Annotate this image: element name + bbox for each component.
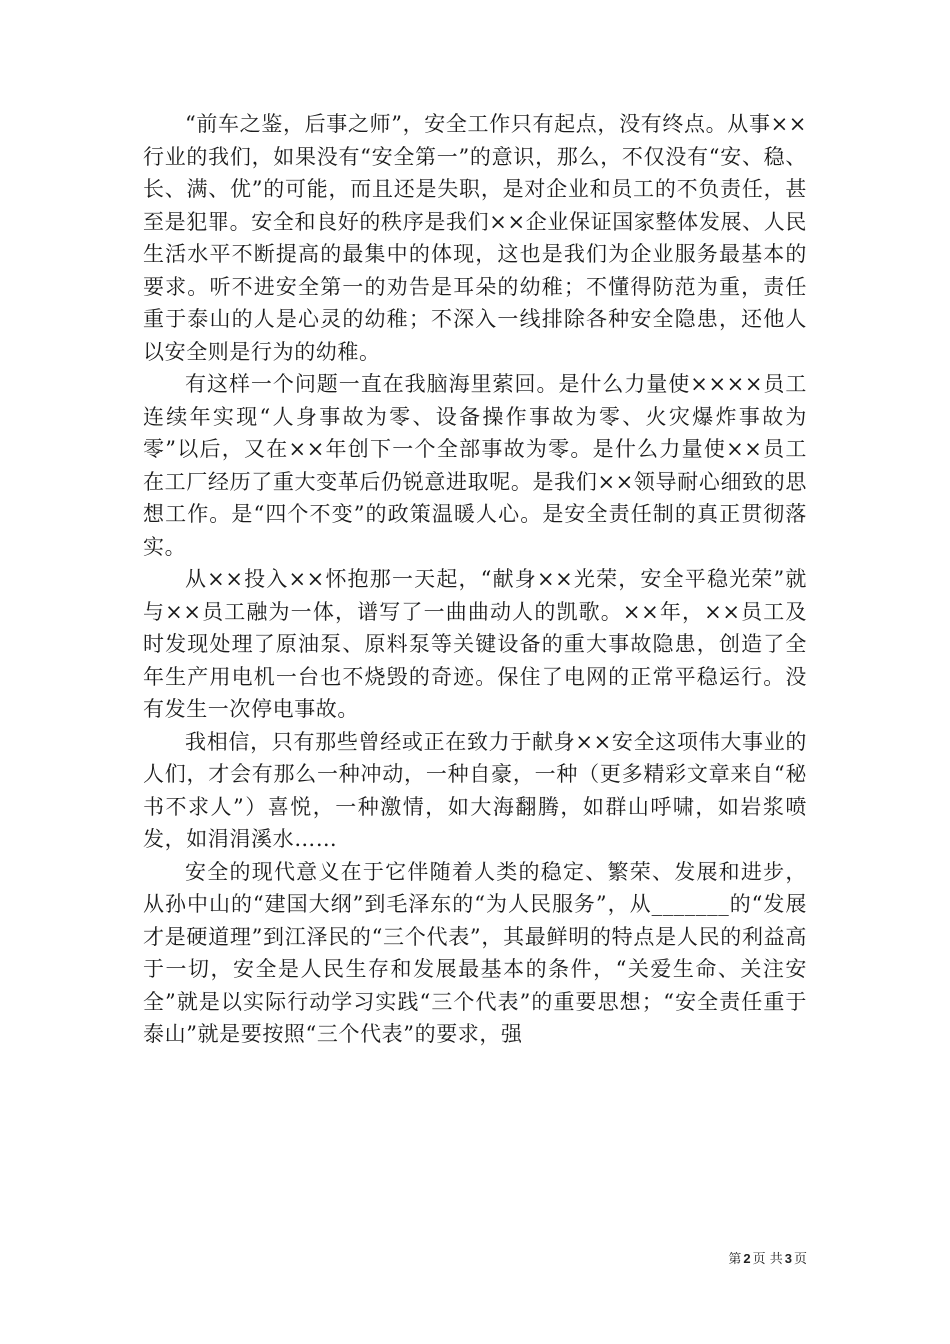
total-pages-number: 3 <box>784 1251 792 1266</box>
page-number-footer <box>728 1248 807 1267</box>
paragraph-4: 我相信，只有那些曾经或正在致力于献身××安全这项伟大事业的人们，才会有那么一种冲动，一种自豪，一种（更多精彩文章来自“秘书不求人”）喜悦，一种激情，如大海翻腾，如群山呼啸，如岩浆喷发，如涓涓溪水…… <box>143 729 807 851</box>
paragraph-5: 安全的现代意义在于它伴随着人类的稳定、繁荣、发展和进步，从孙中山的“建国大纲”到毛泽东的“为人民服务”，从_______的“发展才是硬道理”到江泽民的“三个代表”，其最鲜明的特点是人民的利益高于一切，安全是人民生存和发展最基本的条件，“关爱生命、关注安全”就是以实际行动学习实践“三个代表”的重要思想；“安全责任重于泰山”就是要按照“三个代表”的要求，强 <box>143 859 807 1046</box>
footer-prefix: 第 <box>728 1252 742 1267</box>
paragraph-2: 有这样一个问题一直在我脑海里萦回。是什么力量使××××员工连续年实现“人身事故为零、设备操作事故为零、火灾爆炸事故为零”以后，又在××年创下一个全部事故为零。是什么力量使××员工在工厂经历了重大变革后仍锐意进取呢。是我们××领导耐心细致的思想工作。是“四个不变”的政策温暖人心。是安全责任制的真正贯彻落实。 <box>143 372 807 559</box>
body-text <box>143 108 807 1051</box>
current-page-number: 2 <box>743 1251 751 1266</box>
footer-suffix: 页 <box>793 1252 807 1267</box>
paragraph-1: “前车之鉴，后事之师”，安全工作只有起点，没有终点。从事××行业的我们，如果没有“安全第一”的意识，那么，不仅没有“安、稳、长、满、优”的可能，而且还是失职，是对企业和员工的不负责任，甚至是犯罪。安全和良好的秩序是我们××企业保证国家整体发展、人民生活水平不断提高的最集中的体现，这也是我们为企业服务最基本的要求。听不进安全第一的劝告是耳朵的幼稚；不懂得防范为重，责任重于泰山的人是心灵的幼稚；不深入一线排除各种安全隐患，还他人以安全则是行为的幼稚。 <box>143 112 807 364</box>
footer-middle: 页 共 <box>752 1252 783 1267</box>
paragraph-3: 从××投入××怀抱那一天起，“献身××光荣，安全平稳光荣”就与××员工融为一体，谱写了一曲曲动人的凯歌。××年，××员工及时发现处理了原油泵、原料泵等关键设备的重大事故隐患，创造了全年生产用电机一台也不烧毁的奇迹。保住了电网的正常平稳运行。没有发生一次停电事故。 <box>143 567 807 721</box>
